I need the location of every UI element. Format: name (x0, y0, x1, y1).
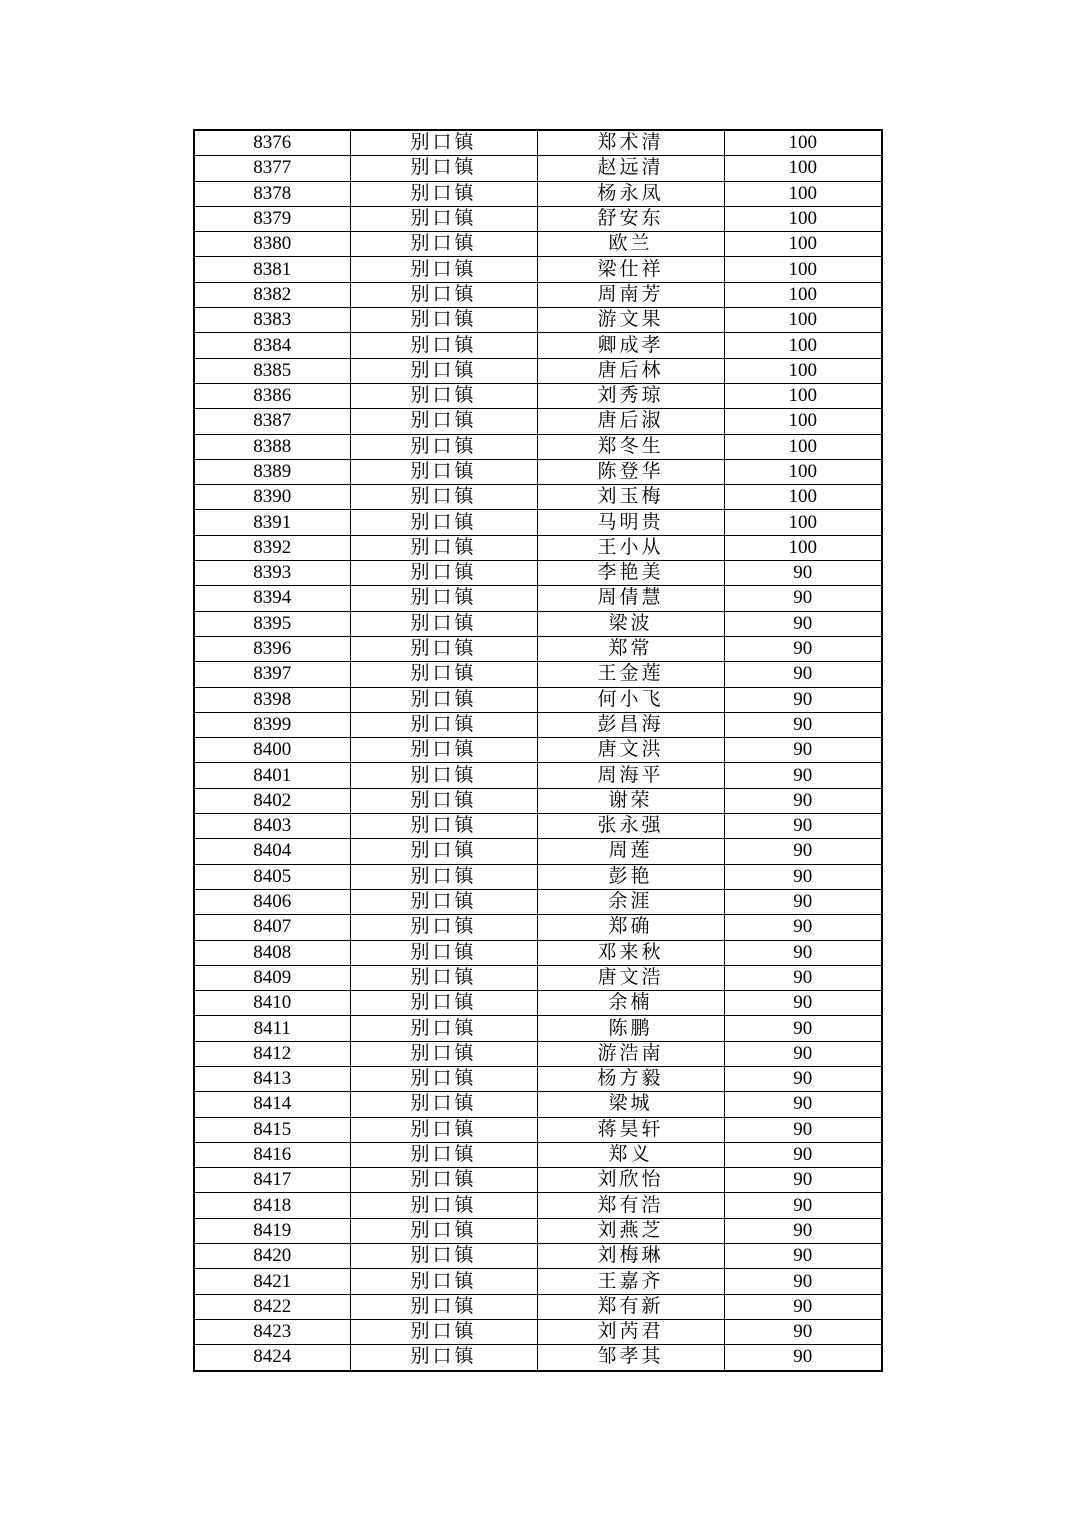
cell-person-name: 郑冬生 (537, 434, 724, 459)
table-row (194, 130, 882, 156)
cell-town: 别口镇 (350, 965, 537, 990)
table-row (194, 662, 882, 687)
cell-serial-number: 8405 (194, 864, 350, 889)
cell-person-name: 刘秀琼 (537, 383, 724, 408)
table-row (194, 485, 882, 510)
cell-person-name: 唐文浩 (537, 965, 724, 990)
cell-serial-number: 8381 (194, 257, 350, 282)
cell-serial-number: 8423 (194, 1319, 350, 1344)
cell-serial-number: 8404 (194, 839, 350, 864)
cell-town: 别口镇 (350, 333, 537, 358)
cell-town: 别口镇 (350, 130, 537, 156)
cell-amount: 100 (724, 409, 882, 434)
cell-town: 别口镇 (350, 839, 537, 864)
cell-serial-number: 8421 (194, 1269, 350, 1294)
cell-amount: 90 (724, 940, 882, 965)
cell-town: 别口镇 (350, 788, 537, 813)
cell-amount: 100 (724, 181, 882, 206)
records-table-body (194, 130, 882, 1371)
table-row (194, 535, 882, 560)
cell-serial-number: 8414 (194, 1092, 350, 1117)
cell-person-name: 王小从 (537, 535, 724, 560)
cell-town: 别口镇 (350, 206, 537, 231)
table-row (194, 409, 882, 434)
table-row (194, 383, 882, 408)
cell-person-name: 舒安东 (537, 206, 724, 231)
cell-serial-number: 8389 (194, 459, 350, 484)
table-row (194, 333, 882, 358)
table-row (194, 788, 882, 813)
cell-town: 别口镇 (350, 662, 537, 687)
cell-town: 别口镇 (350, 763, 537, 788)
cell-serial-number: 8377 (194, 156, 350, 181)
table-row (194, 889, 882, 914)
cell-serial-number: 8378 (194, 181, 350, 206)
table-row (194, 206, 882, 231)
cell-town: 别口镇 (350, 181, 537, 206)
table-row (194, 839, 882, 864)
cell-amount: 100 (724, 383, 882, 408)
cell-person-name: 刘玉梅 (537, 485, 724, 510)
table-row (194, 915, 882, 940)
cell-amount: 100 (724, 358, 882, 383)
cell-town: 别口镇 (350, 561, 537, 586)
cell-town: 别口镇 (350, 636, 537, 661)
cell-person-name: 周海平 (537, 763, 724, 788)
cell-serial-number: 8402 (194, 788, 350, 813)
cell-town: 别口镇 (350, 1016, 537, 1041)
table-row (194, 257, 882, 282)
cell-town: 别口镇 (350, 282, 537, 307)
cell-serial-number: 8406 (194, 889, 350, 914)
table-row (194, 1016, 882, 1041)
cell-serial-number: 8408 (194, 940, 350, 965)
table-row (194, 1218, 882, 1243)
table-row (194, 763, 882, 788)
cell-person-name: 周倩慧 (537, 586, 724, 611)
cell-amount: 90 (724, 991, 882, 1016)
cell-person-name: 唐后淑 (537, 409, 724, 434)
cell-town: 别口镇 (350, 1218, 537, 1243)
cell-person-name: 欧兰 (537, 232, 724, 257)
cell-person-name: 刘梅琳 (537, 1244, 724, 1269)
cell-person-name: 卿成孝 (537, 333, 724, 358)
table-row (194, 636, 882, 661)
cell-amount: 90 (724, 1092, 882, 1117)
cell-town: 别口镇 (350, 459, 537, 484)
cell-town: 别口镇 (350, 991, 537, 1016)
cell-person-name: 梁仕祥 (537, 257, 724, 282)
cell-person-name: 何小飞 (537, 687, 724, 712)
cell-serial-number: 8388 (194, 434, 350, 459)
cell-town: 别口镇 (350, 1142, 537, 1167)
cell-person-name: 彭昌海 (537, 712, 724, 737)
table-row (194, 1092, 882, 1117)
cell-amount: 90 (724, 586, 882, 611)
cell-person-name: 周南芳 (537, 282, 724, 307)
cell-town: 别口镇 (350, 434, 537, 459)
cell-amount: 90 (724, 788, 882, 813)
cell-amount: 100 (724, 282, 882, 307)
cell-person-name: 余楠 (537, 991, 724, 1016)
cell-amount: 90 (724, 1066, 882, 1091)
cell-serial-number: 8397 (194, 662, 350, 687)
cell-person-name: 杨方毅 (537, 1066, 724, 1091)
cell-amount: 100 (724, 130, 882, 156)
cell-town: 别口镇 (350, 156, 537, 181)
table-row (194, 308, 882, 333)
cell-amount: 90 (724, 1142, 882, 1167)
cell-serial-number: 8400 (194, 738, 350, 763)
cell-person-name: 郑有新 (537, 1294, 724, 1319)
cell-serial-number: 8410 (194, 991, 350, 1016)
cell-town: 别口镇 (350, 257, 537, 282)
cell-person-name: 梁城 (537, 1092, 724, 1117)
cell-amount: 90 (724, 738, 882, 763)
table-row (194, 712, 882, 737)
cell-serial-number: 8379 (194, 206, 350, 231)
cell-town: 别口镇 (350, 383, 537, 408)
cell-amount: 90 (724, 561, 882, 586)
cell-serial-number: 8419 (194, 1218, 350, 1243)
table-row (194, 991, 882, 1016)
cell-town: 别口镇 (350, 510, 537, 535)
cell-amount: 100 (724, 308, 882, 333)
cell-town: 别口镇 (350, 915, 537, 940)
cell-town: 别口镇 (350, 308, 537, 333)
cell-person-name: 陈登华 (537, 459, 724, 484)
cell-serial-number: 8415 (194, 1117, 350, 1142)
cell-person-name: 周莲 (537, 839, 724, 864)
table-row (194, 358, 882, 383)
cell-serial-number: 8384 (194, 333, 350, 358)
table-row (194, 181, 882, 206)
cell-town: 别口镇 (350, 1092, 537, 1117)
cell-amount: 90 (724, 1218, 882, 1243)
cell-serial-number: 8407 (194, 915, 350, 940)
table-row (194, 434, 882, 459)
table-row (194, 1345, 882, 1371)
cell-serial-number: 8424 (194, 1345, 350, 1371)
cell-person-name: 邹孝其 (537, 1345, 724, 1371)
cell-town: 别口镇 (350, 864, 537, 889)
cell-town: 别口镇 (350, 1041, 537, 1066)
cell-town: 别口镇 (350, 814, 537, 839)
cell-person-name: 郑义 (537, 1142, 724, 1167)
cell-serial-number: 8390 (194, 485, 350, 510)
cell-town: 别口镇 (350, 1319, 537, 1344)
cell-serial-number: 8380 (194, 232, 350, 257)
table-row (194, 611, 882, 636)
cell-town: 别口镇 (350, 232, 537, 257)
cell-town: 别口镇 (350, 409, 537, 434)
cell-amount: 90 (724, 763, 882, 788)
cell-person-name: 赵远清 (537, 156, 724, 181)
table-row (194, 1244, 882, 1269)
cell-person-name: 彭艳 (537, 864, 724, 889)
cell-amount: 90 (724, 839, 882, 864)
table-row (194, 1117, 882, 1142)
cell-town: 别口镇 (350, 738, 537, 763)
cell-person-name: 游文果 (537, 308, 724, 333)
cell-serial-number: 8411 (194, 1016, 350, 1041)
cell-person-name: 马明贵 (537, 510, 724, 535)
cell-amount: 90 (724, 662, 882, 687)
cell-person-name: 唐后林 (537, 358, 724, 383)
cell-amount: 100 (724, 232, 882, 257)
cell-serial-number: 8394 (194, 586, 350, 611)
cell-amount: 100 (724, 434, 882, 459)
table-row (194, 1269, 882, 1294)
cell-amount: 90 (724, 1319, 882, 1344)
cell-amount: 90 (724, 915, 882, 940)
cell-amount: 90 (724, 1041, 882, 1066)
cell-town: 别口镇 (350, 586, 537, 611)
table-row (194, 1319, 882, 1344)
cell-town: 别口镇 (350, 535, 537, 560)
cell-amount: 90 (724, 889, 882, 914)
cell-serial-number: 8382 (194, 282, 350, 307)
cell-amount: 100 (724, 535, 882, 560)
table-row (194, 738, 882, 763)
cell-amount: 90 (724, 1269, 882, 1294)
table-row (194, 156, 882, 181)
table-row (194, 1066, 882, 1091)
cell-town: 别口镇 (350, 1294, 537, 1319)
cell-town: 别口镇 (350, 611, 537, 636)
cell-amount: 90 (724, 687, 882, 712)
cell-amount: 90 (724, 814, 882, 839)
cell-amount: 90 (724, 1168, 882, 1193)
cell-town: 别口镇 (350, 889, 537, 914)
cell-amount: 90 (724, 1244, 882, 1269)
table-row (194, 459, 882, 484)
cell-town: 别口镇 (350, 940, 537, 965)
cell-person-name: 王嘉齐 (537, 1269, 724, 1294)
cell-person-name: 郑确 (537, 915, 724, 940)
cell-serial-number: 8385 (194, 358, 350, 383)
cell-person-name: 张永强 (537, 814, 724, 839)
cell-amount: 90 (724, 712, 882, 737)
cell-serial-number: 8392 (194, 535, 350, 560)
cell-amount: 90 (724, 1294, 882, 1319)
cell-amount: 100 (724, 459, 882, 484)
cell-serial-number: 8409 (194, 965, 350, 990)
cell-serial-number: 8396 (194, 636, 350, 661)
cell-amount: 90 (724, 1117, 882, 1142)
cell-person-name: 郑有浩 (537, 1193, 724, 1218)
cell-serial-number: 8391 (194, 510, 350, 535)
cell-town: 别口镇 (350, 1193, 537, 1218)
cell-amount: 100 (724, 257, 882, 282)
cell-amount: 100 (724, 510, 882, 535)
table-row (194, 864, 882, 889)
cell-town: 别口镇 (350, 1066, 537, 1091)
cell-person-name: 李艳美 (537, 561, 724, 586)
cell-serial-number: 8398 (194, 687, 350, 712)
table-row (194, 940, 882, 965)
cell-serial-number: 8387 (194, 409, 350, 434)
cell-person-name: 杨永凤 (537, 181, 724, 206)
cell-serial-number: 8393 (194, 561, 350, 586)
cell-amount: 100 (724, 333, 882, 358)
table-row (194, 586, 882, 611)
cell-serial-number: 8413 (194, 1066, 350, 1091)
table-row (194, 1294, 882, 1319)
table-row (194, 510, 882, 535)
cell-amount: 90 (724, 611, 882, 636)
table-row (194, 282, 882, 307)
cell-person-name: 梁波 (537, 611, 724, 636)
cell-person-name: 刘欣怡 (537, 1168, 724, 1193)
cell-amount: 100 (724, 156, 882, 181)
cell-person-name: 谢荣 (537, 788, 724, 813)
cell-town: 别口镇 (350, 1244, 537, 1269)
table-row (194, 561, 882, 586)
cell-serial-number: 8422 (194, 1294, 350, 1319)
cell-serial-number: 8418 (194, 1193, 350, 1218)
cell-serial-number: 8420 (194, 1244, 350, 1269)
cell-town: 别口镇 (350, 1117, 537, 1142)
cell-serial-number: 8376 (194, 130, 350, 156)
cell-person-name: 王金莲 (537, 662, 724, 687)
cell-person-name: 郑常 (537, 636, 724, 661)
cell-person-name: 邓来秋 (537, 940, 724, 965)
cell-amount: 100 (724, 206, 882, 231)
table-row (194, 1142, 882, 1167)
cell-serial-number: 8395 (194, 611, 350, 636)
cell-person-name: 唐文洪 (537, 738, 724, 763)
cell-amount: 90 (724, 1193, 882, 1218)
cell-serial-number: 8403 (194, 814, 350, 839)
cell-person-name: 刘芮君 (537, 1319, 724, 1344)
cell-amount: 100 (724, 485, 882, 510)
records-table (193, 129, 883, 1372)
cell-person-name: 陈鹏 (537, 1016, 724, 1041)
cell-serial-number: 8386 (194, 383, 350, 408)
table-row (194, 965, 882, 990)
cell-serial-number: 8416 (194, 1142, 350, 1167)
cell-town: 别口镇 (350, 358, 537, 383)
table-row (194, 1193, 882, 1218)
cell-person-name: 余涯 (537, 889, 724, 914)
cell-person-name: 郑术清 (537, 130, 724, 156)
cell-town: 别口镇 (350, 1269, 537, 1294)
table-row (194, 232, 882, 257)
cell-person-name: 蒋昊轩 (537, 1117, 724, 1142)
cell-serial-number: 8399 (194, 712, 350, 737)
table-row (194, 687, 882, 712)
cell-serial-number: 8401 (194, 763, 350, 788)
cell-person-name: 刘燕芝 (537, 1218, 724, 1243)
cell-town: 别口镇 (350, 712, 537, 737)
cell-serial-number: 8383 (194, 308, 350, 333)
table-row (194, 1041, 882, 1066)
table-row (194, 1168, 882, 1193)
cell-town: 别口镇 (350, 687, 537, 712)
cell-town: 别口镇 (350, 1168, 537, 1193)
cell-amount: 90 (724, 864, 882, 889)
cell-amount: 90 (724, 965, 882, 990)
cell-amount: 90 (724, 1345, 882, 1371)
cell-serial-number: 8417 (194, 1168, 350, 1193)
cell-town: 别口镇 (350, 1345, 537, 1371)
table-row (194, 814, 882, 839)
cell-amount: 90 (724, 636, 882, 661)
cell-serial-number: 8412 (194, 1041, 350, 1066)
cell-person-name: 游浩南 (537, 1041, 724, 1066)
cell-amount: 90 (724, 1016, 882, 1041)
cell-town: 别口镇 (350, 485, 537, 510)
